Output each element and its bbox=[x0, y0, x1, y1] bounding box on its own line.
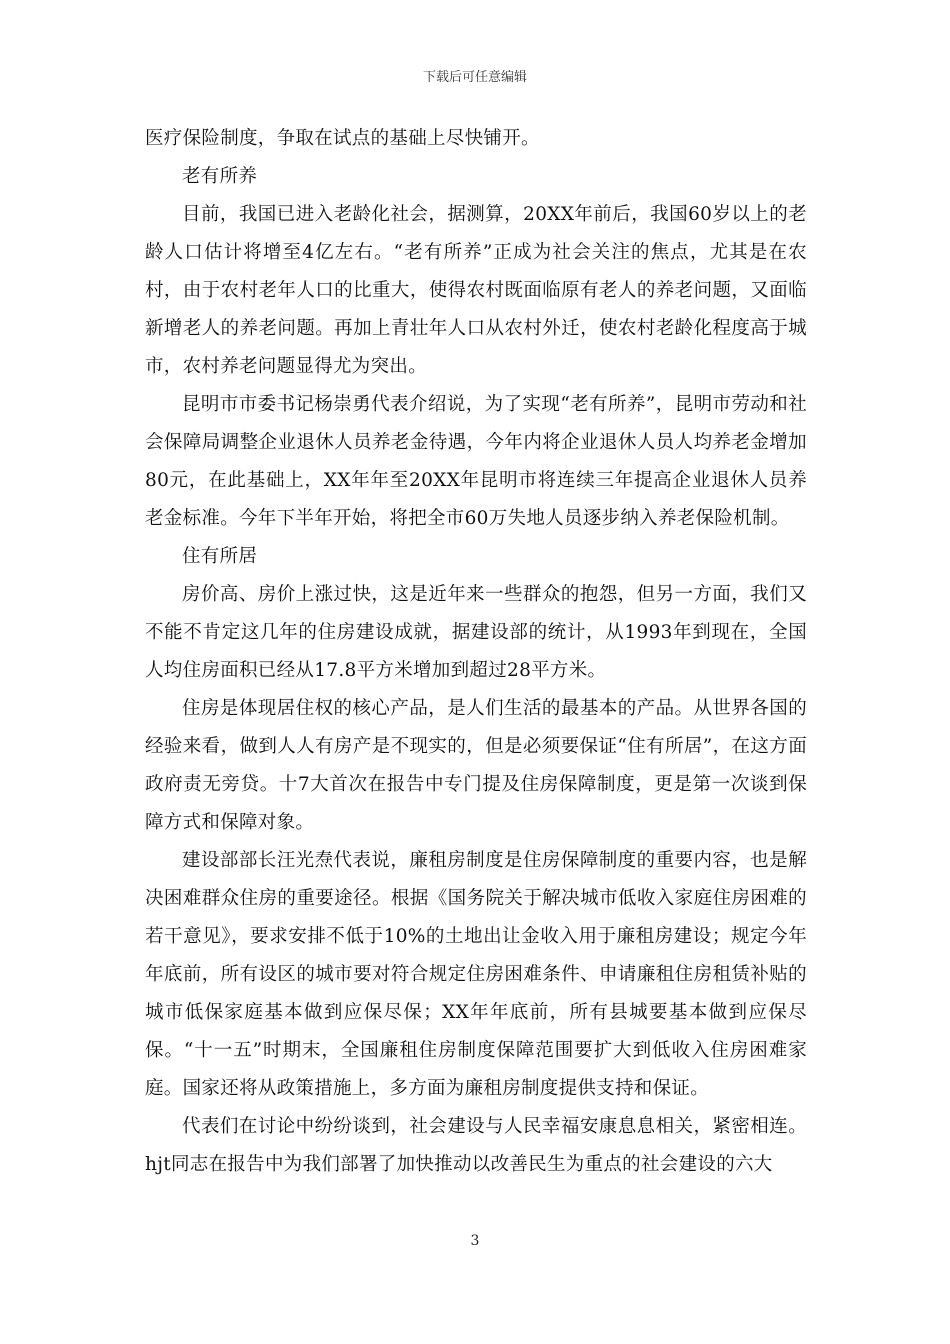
paragraph: 房价高、房价上涨过快，这是近年来一些群众的抱怨，但另一方面，我们又不能不肯定这几年的住房建设成就，据建设部的统计，从1993年到现在，全国人均住房面积已经从17.8平方米增加到超过28平方米。 bbox=[145, 584, 807, 681]
paragraph: 医疗保险制度，争取在试点的基础上尽快铺开。 bbox=[145, 128, 540, 149]
section-heading: 住有所居 bbox=[182, 546, 258, 567]
paragraph: 目前，我国已进入老龄化社会，据测算，20XX年前后，我国60岁以上的老龄人口估计将增至4亿左右。“老有所养”正成为社会关注的焦点，尤其是在农村，由于农村老年人口的比重大，使得农村既面临原有老人的养老问题，又面临新增老人的养老问题。再加上青壮年人口从农村外迁，使农村老龄化程度高于城市，农村养老问题显得尤为突出。 bbox=[145, 204, 807, 377]
paragraph: 昆明市市委书记杨崇勇代表介绍说，为了实现“老有所养”，昆明市劳动和社会保障局调整企业退休人员养老金待遇，今年内将企业退休人员人均养老金增加80元，在此基础上，XX年年至20XX年昆明市将连续三年提高企业退休人员养老金标准。今年下半年开始，将把全市60万失地人员逐步纳入养老保险机制。 bbox=[145, 394, 807, 529]
document-body bbox=[145, 120, 807, 1184]
paragraph: 建设部部长汪光焘代表说，廉租房制度是住房保障制度的重要内容，也是解决困难群众住房的重要途径。根据《国务院关于解决城市低收入家庭住房困难的若干意见》，要求安排不低于10%的土地出让金收入用于廉租房建设；规定今年年底前，所有设区的城市要对符合规定住房困难条件、申请廉租住房租赁补贴的城市低保家庭基本做到应保尽保；XX年年底前，所有县城要基本做到应保尽保。“十一五”时期末，全国廉租住房制度保障范围要扩大到低收入住房困难家庭。国家还将从政策措施上，多方面为廉租房制度提供支持和保证。 bbox=[145, 850, 807, 1099]
page-header: 下载后可任意编辑 bbox=[422, 70, 527, 85]
page-number: 3 bbox=[470, 1233, 480, 1249]
section-heading: 老有所养 bbox=[182, 166, 258, 187]
paragraph: 住房是体现居住权的核心产品，是人们生活的最基本的产品。从世界各国的经验来看，做到人人有房产是不现实的，但是必须要保证“住有所居”，在这方面政府责无旁贷。十7大首次在报告中专门提及住房保障制度，更是第一次谈到保障方式和保障对象。 bbox=[145, 698, 807, 833]
paragraph: 代表们在讨论中纷纷谈到，社会建设与人民幸福安康息息相关，紧密相连。hjt同志在报告中为我们部署了加快推动以改善民生为重点的社会建设的六大 bbox=[145, 1116, 807, 1175]
